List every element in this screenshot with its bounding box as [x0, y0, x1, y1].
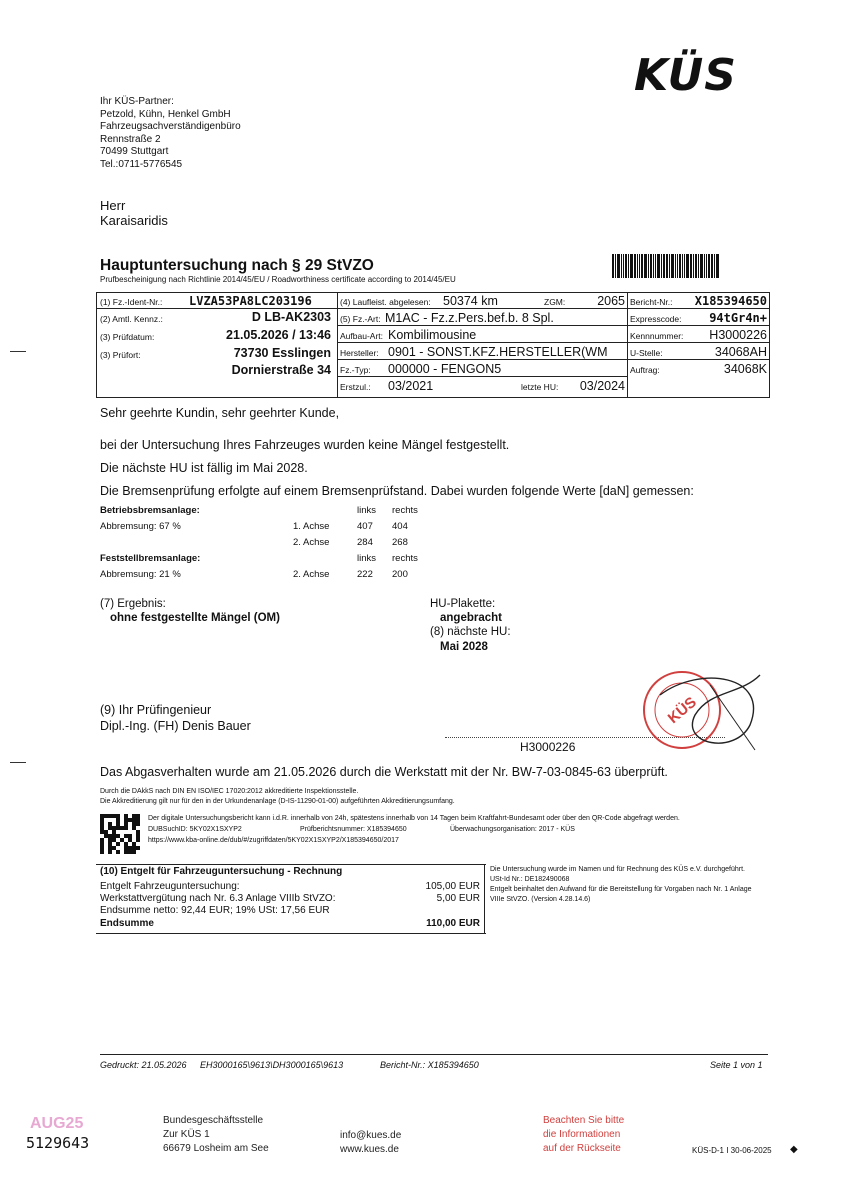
fzart-label: (5) Fz.-Art: [340, 314, 381, 324]
kennnummer-label: Kennnummer: [630, 331, 684, 341]
pruefort-label: (3) Prüfort: [100, 350, 141, 360]
office-line: 66679 Losheim am See [163, 1143, 269, 1154]
plakette-label: HU-Plakette: [430, 598, 496, 610]
hersteller-value: 0901 - SONST.KFZ.HERSTELLER(WM [388, 345, 608, 359]
fzident-label: (1) Fz.-Ident-Nr.: [100, 297, 163, 307]
dubs-id: DUBSuchID: 5KY02X1SXYP2 [148, 826, 242, 833]
park-brake-title: Feststellbremsanlage: [100, 553, 201, 564]
axle2-left: 284 [357, 537, 373, 548]
no-defects-text: bei der Untersuchung Ihres Fahrzeuges wurden keine Mängel festgestellt. [100, 438, 510, 452]
contact [340, 1129, 401, 1157]
partner-line: 70499 Stuttgart [100, 146, 169, 157]
recipient-name: Karaisaridis [100, 213, 168, 228]
letzte-hu-label: letzte HU: [521, 382, 559, 392]
inspector-label: (9) Ihr Prüfingenieur [100, 703, 212, 717]
kennz-label: (2) Amtl. Kennz.: [100, 314, 163, 324]
park-right: 200 [392, 569, 408, 580]
footer-ids: EH3000165\9613\DH3000165\9613 [200, 1060, 344, 1070]
express-label: Expresscode: [630, 314, 682, 324]
park-brake-decel: Abbremsung: 21 % [100, 569, 181, 580]
fzident-value: LVZA53PA8LC203196 [189, 294, 312, 308]
rechts-header: rechts [392, 505, 418, 516]
exhaust-text: Das Abgasverhalten wurde am 21.05.2026 durch die Werkstatt mit der Nr. BW-7-03-0845-63 überprüft. [100, 765, 668, 779]
pruefdatum-value: 21.05.2026 / 13:46 [226, 328, 331, 342]
next-hu-value: Mai 2028 [440, 641, 488, 653]
footer-bericht: Bericht-Nr.: X185394650 [380, 1060, 479, 1070]
partner-line: Fahrzeugsachverständigenbüro [100, 121, 241, 132]
digital-report-line: Der digitale Untersuchungsbericht kann i.d.R. innerhalb von 24h, spätestens innerhalb von 14 Tagen beim Kraftfahrt-Bundesamt oder über den QR-Code abgefragt werden. [148, 815, 680, 822]
invoice-note: USt-Id Nr.: DE182490068 [490, 876, 570, 883]
axle1-left: 407 [357, 521, 373, 532]
next-hu-label: (8) nächste HU: [430, 626, 511, 638]
plakette-value: angebracht [440, 612, 502, 624]
pruefort-city: 73730 Esslingen [233, 346, 331, 360]
invoice-row3: Endsumme netto: 92,44 EUR; 19% USt: 17,56 EUR [100, 905, 330, 916]
invoice-title: (10) Entgelt für Fahrzeuguntersuchung - Rechnung [100, 866, 343, 877]
zgm-value: 2065 [597, 294, 625, 308]
kennz-value: D LB-AK2303 [251, 310, 331, 324]
letzte-hu-value: 03/2024 [579, 379, 625, 393]
recipient [100, 198, 168, 228]
contact-email[interactable]: info@kues.de [340, 1130, 402, 1141]
erstzul-value: 03/2021 [388, 379, 434, 393]
qr-code-icon[interactable] [100, 814, 140, 854]
recipient-salutation: Herr [100, 198, 126, 213]
ueberwachung: Überwachungsorganisation: 2017 - KÜS [450, 826, 575, 833]
express-value: 94tGr4n+ [709, 311, 767, 325]
result-label: (7) Ergebnis: [100, 598, 166, 610]
invoice-total-value: 110,00 EUR [426, 918, 480, 929]
invoice-row2-label: Werkstattvergütung nach Nr. 6.3 Anlage VIIIb StVZO: [100, 893, 336, 904]
axle1-label: 1. Achse [293, 521, 330, 532]
hersteller-label: Hersteller: [340, 348, 379, 358]
invoice-total-label: Endsumme [100, 918, 154, 929]
ustelle-label: U-Stelle: [630, 348, 663, 358]
fzart-value: M1AC - Fz.z.Pers.bef.b. 8 Spl. [385, 311, 554, 325]
accreditation-line: Durch die DAkkS nach DIN EN ISO/IEC 17020:2012 akkreditierte Inspektionsstelle. [100, 788, 359, 795]
partner-line: Rennstraße 2 [100, 133, 161, 145]
auftrag-value: 34068K [723, 362, 767, 376]
partner-line: Tel.:0711-5776545 [100, 158, 183, 170]
invoice-note: VIIIe StVZO. (Version 4.28.14.6) [490, 896, 591, 903]
aufbau-value: Kombilimousine [388, 328, 477, 342]
laufleistung-value: 50374 km [443, 294, 498, 308]
fztyp-value: 000000 - FENGON5 [388, 362, 502, 376]
notice-line: Beachten Sie bitte [543, 1115, 625, 1126]
erstzul-label: Erstzul.: [340, 382, 371, 392]
accreditation-line: Die Akkreditierung gilt nur für den in der Urkundenanlage (D-IS-11290-01-00) aufgeführten Akkreditierungsumfang. [100, 798, 455, 805]
axle1-right: 404 [392, 521, 408, 532]
kba-url[interactable]: https://www.kba-online.de/dub/#/zugriffdaten/5KY02X1SXYP2/X185394650/2017 [148, 837, 399, 844]
pruefdatum-label: (3) Prüfdatum: [100, 332, 155, 342]
laufleistung-label: (4) Laufleist. abgelesen: [340, 297, 431, 307]
footer-divider [100, 1054, 768, 1055]
partner-address [100, 96, 241, 171]
fztyp-label: Fz.-Typ: [340, 365, 371, 375]
bericht-value: X185394650 [694, 294, 767, 308]
result-value: ohne festgestellte Mängel (OM) [110, 612, 280, 624]
diamond-icon: ◆ [790, 1144, 798, 1155]
park-links-header: links [357, 553, 377, 564]
office-address [163, 1114, 269, 1156]
invoice-row2-value: 5,00 EUR [436, 893, 480, 904]
next-hu-text: Die nächste HU ist fällig im Mai 2028. [100, 461, 308, 475]
kues-logo: KÜS [634, 50, 737, 101]
greeting: Sehr geehrte Kundin, sehr geehrter Kunde, [100, 406, 340, 420]
stamp-text: KÜS [664, 693, 700, 728]
signature-id: H3000226 [520, 740, 576, 754]
zgm-label: ZGM: [544, 297, 566, 307]
auftrag-label: Auftrag: [630, 365, 660, 375]
notice-line: die Informationen [543, 1129, 621, 1140]
service-brake-title: Betriebsbremsanlage: [100, 505, 200, 516]
form-id: KÜS-D-1 I 30-06-2025 [692, 1146, 772, 1155]
back-notice [543, 1114, 624, 1156]
invoice-row1-label: Entgelt Fahrzeuguntersuchung: [100, 881, 240, 892]
certificate-subtitle: Prufbescheinigung nach Richtlinie 2014/45/EU / Roadworthiness certificate according to 2014/45/EU [100, 275, 456, 284]
footer-page: Seite 1 von 1 [710, 1060, 763, 1070]
vehicle-data-table [96, 292, 770, 398]
service-brake-decel: Abbremsung: 67 % [100, 521, 181, 532]
bericht-label: Bericht-Nr.: [630, 297, 673, 307]
aufbau-label: Aufbau-Art: [340, 331, 383, 341]
pruefort-street: Dornierstraße 34 [231, 363, 331, 377]
certificate-title: Hauptuntersuchung nach § 29 StVZO [100, 257, 374, 274]
invoice-note: Entgelt beinhaltet den Aufwand für die Bereitstellung für Vorgaben nach Nr. 1 Anlage [490, 886, 752, 893]
notice-line: auf der Rückseite [543, 1143, 621, 1154]
park-axle-label: 2. Achse [293, 569, 330, 580]
links-header: links [357, 505, 377, 516]
pruefbericht-nr: Prüfberichtsnummer: X185394650 [300, 826, 407, 833]
partner-line: Ihr KÜS-Partner: [100, 96, 174, 107]
partner-line: Petzold, Kühn, Henkel GmbH [100, 108, 231, 120]
invoice-row1-value: 105,00 EUR [425, 881, 480, 892]
axle2-right: 268 [392, 537, 408, 548]
office-line: Bundesgeschäftsstelle [163, 1115, 264, 1126]
date-stamp: AUG25 [30, 1115, 84, 1132]
brake-test-text: Die Bremsenprüfung erfolgte auf einem Bremsenprüfstand. Dabei wurden folgende Werte [daN] gemessen: [100, 484, 694, 498]
inspector-stamp [640, 655, 780, 765]
inspector-name: Dipl.-Ing. (FH) Denis Bauer [100, 719, 251, 733]
contact-website[interactable]: www.kues.de [340, 1144, 399, 1155]
invoice-note: Die Untersuchung wurde im Namen und für Rechnung des KÜS e.V. durchgeführt. [490, 866, 745, 873]
document-number: 5129643 [26, 1134, 90, 1152]
park-left: 222 [357, 569, 373, 580]
barcode [612, 254, 764, 278]
kennnummer-value: H3000226 [709, 328, 767, 342]
park-rechts-header: rechts [392, 553, 418, 564]
ustelle-value: 34068AH [714, 345, 767, 359]
axle2-label: 2. Achse [293, 537, 330, 548]
office-line: Zur KÜS 1 [163, 1129, 210, 1140]
footer-printed: Gedruckt: 21.05.2026 [100, 1060, 187, 1070]
